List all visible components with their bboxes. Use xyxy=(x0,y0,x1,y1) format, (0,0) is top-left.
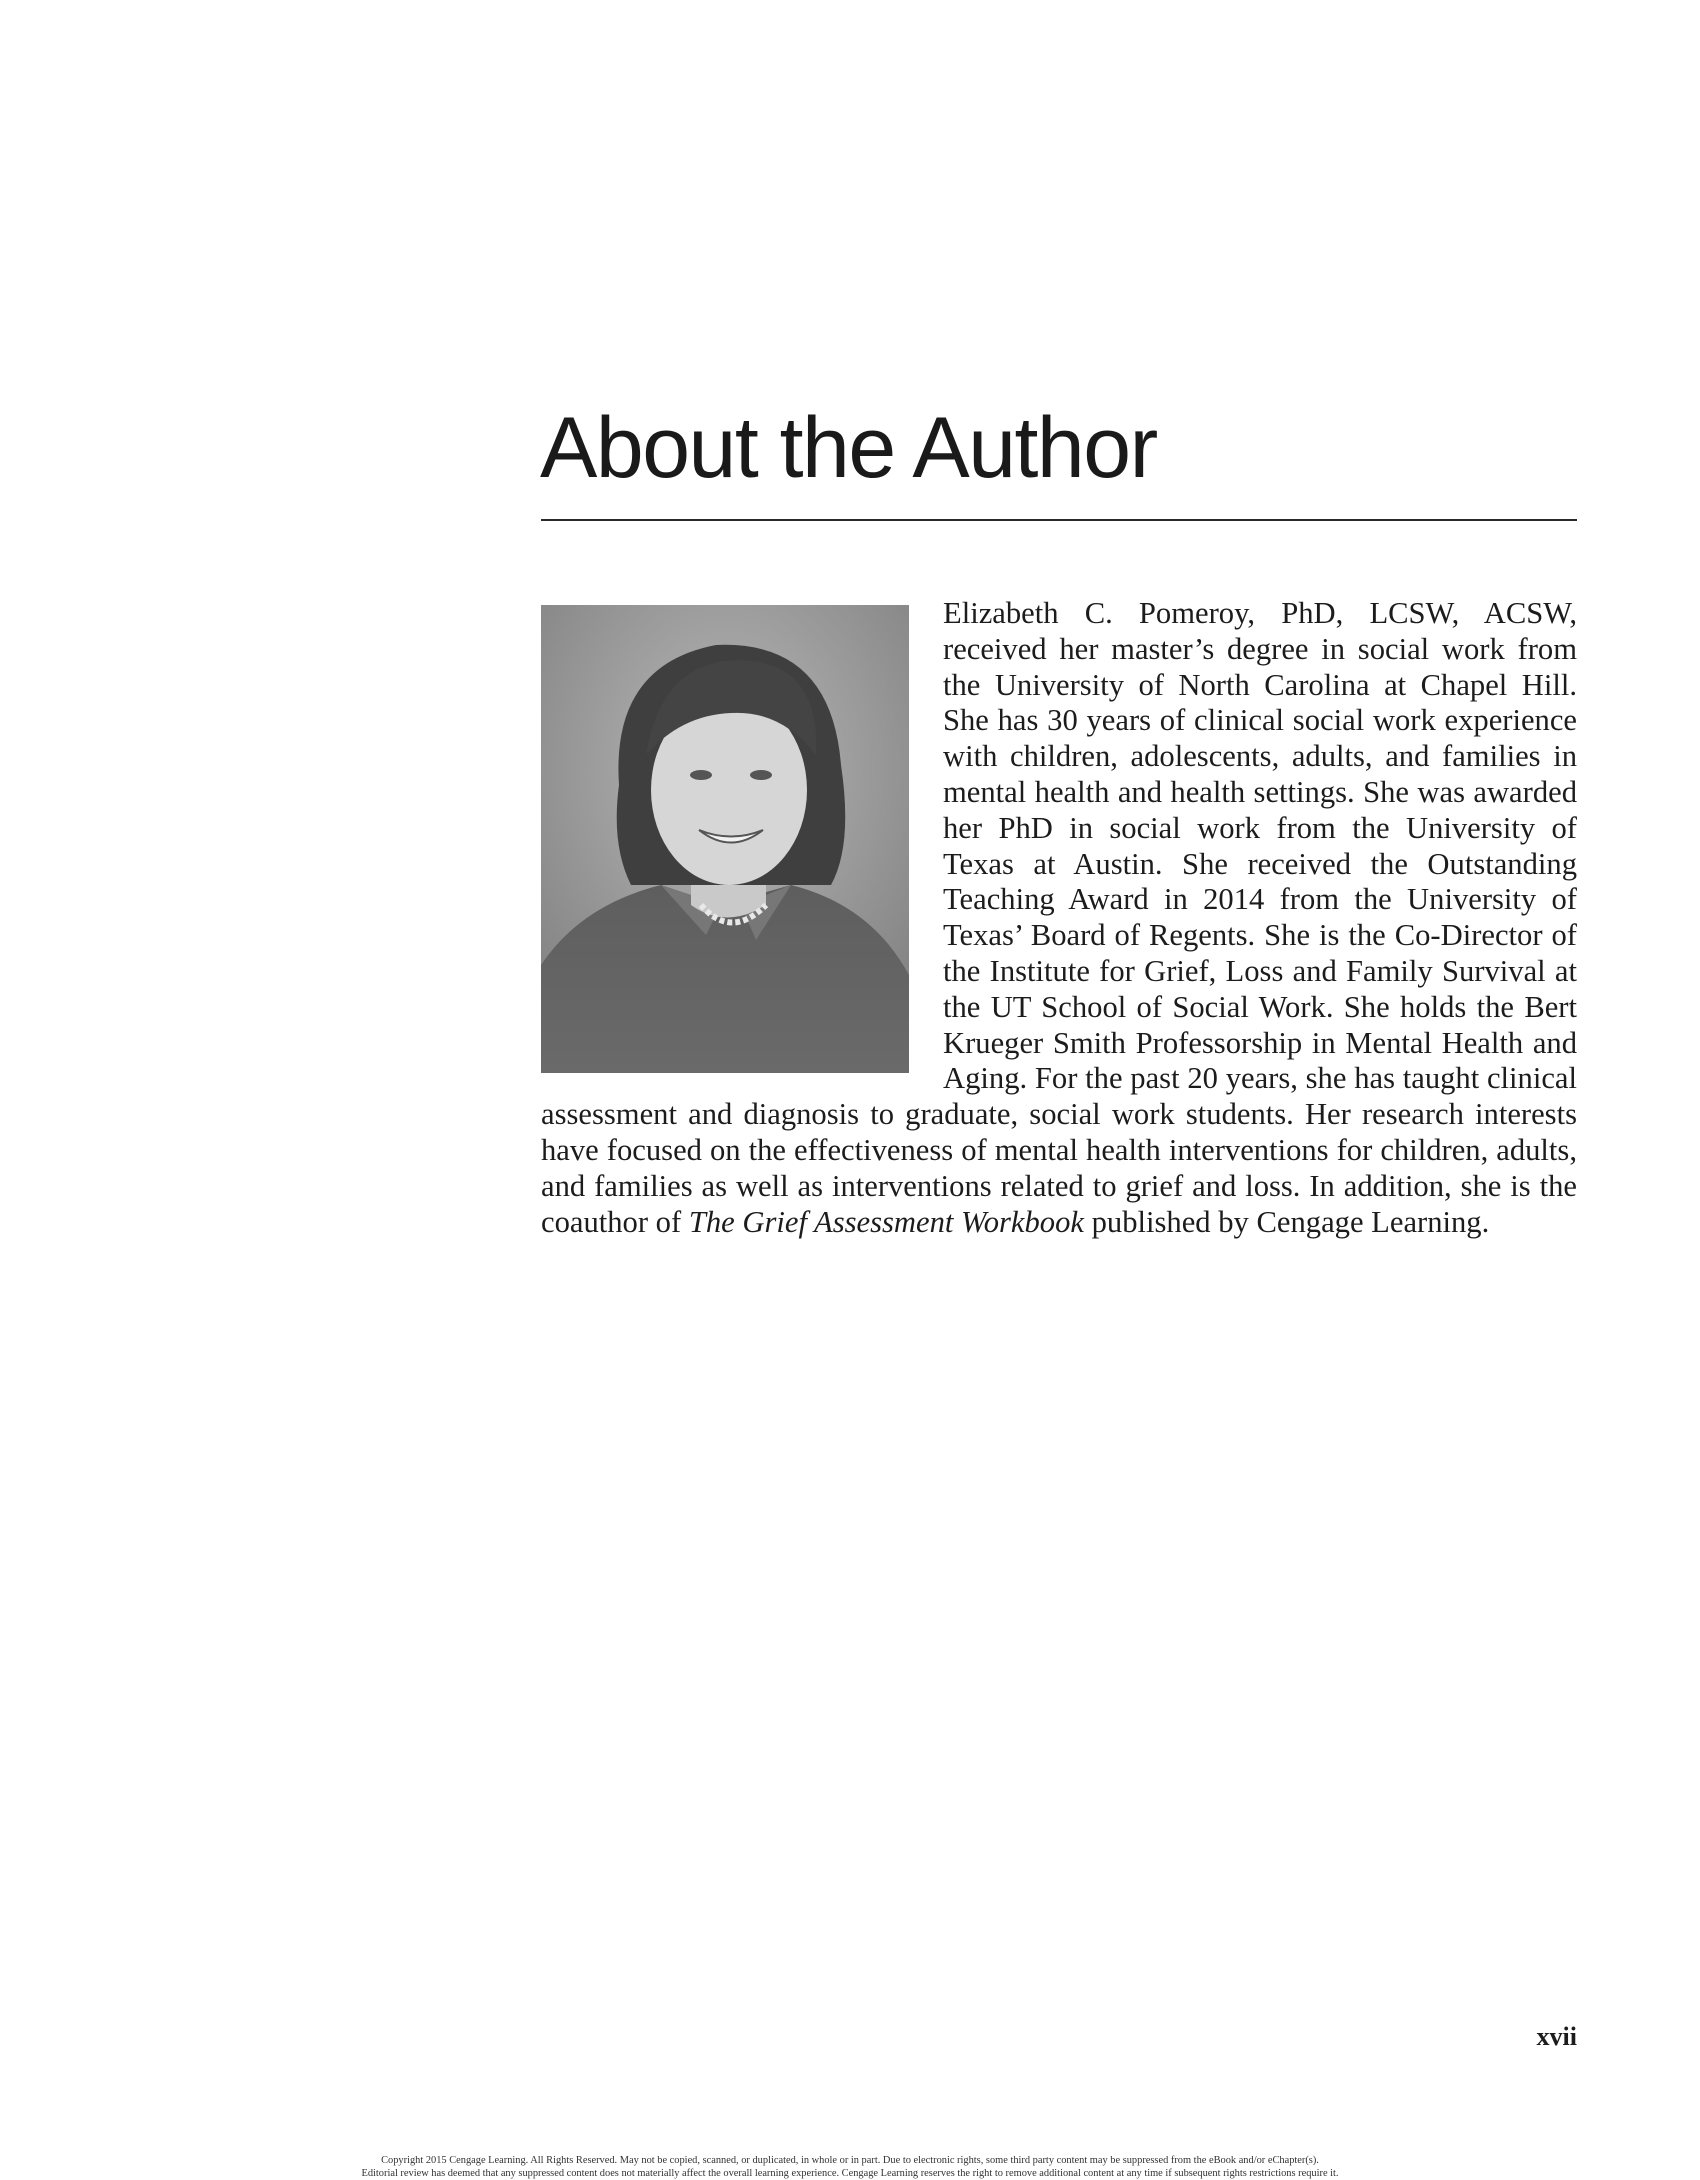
author-photo xyxy=(541,605,909,1073)
copyright-line-1: Copyright 2015 Cengage Learning. All Rights Reserved. May not be copied, scanned, or duplicated, in whole or in part. Due to electronic rights, some third party content may be suppressed from the eBook and/or eChapter(s). xyxy=(381,2155,1319,2166)
title-divider xyxy=(541,519,1577,521)
page-number: xvii xyxy=(1536,2022,1577,2051)
author-bio xyxy=(541,596,1577,1240)
bio-text-part1: Elizabeth C. Pomeroy, PhD, LCSW, ACSW, received her master’s degree in social work from the University of North Carolina at Chapel Hill. She has 30 years of clinical social work experience with children, adolescents, adults, and families in mental health and health settings. She was awarded her PhD in social work from the University of Texas at Austin. She received the Outstanding Teaching Award in 2014 from the University of Texas’ Board of Regents. She is the Co-Director of the Institute for Grief, Loss and Family Survival at the UT School of Social Work. She holds the Bert Krueger Smith Professorship in Mental Health and Aging. For the past 20 years, she has taught clinical assessment and diagnosis to graduate, social work students. Her research interests have focused on the effectiveness of mental health interventions for children, adults, and families as well as interventions related to grief and loss. In addition, she is the coauthor of xyxy=(541,596,1577,1239)
copyright-notice xyxy=(100,2154,1600,2180)
bio-text-part2: published by Cengage Learning. xyxy=(1083,1204,1490,1239)
copyright-line-2: Editorial review has deemed that any suppressed content does not materially affect the overall learning experience. Cengage Learning reserves the right to remove additional content at any time if subsequent rights restrictions require it. xyxy=(361,2168,1339,2179)
book-title: The Grief Assessment Workbook xyxy=(688,1204,1084,1239)
page-title: About the Author xyxy=(540,400,1157,496)
